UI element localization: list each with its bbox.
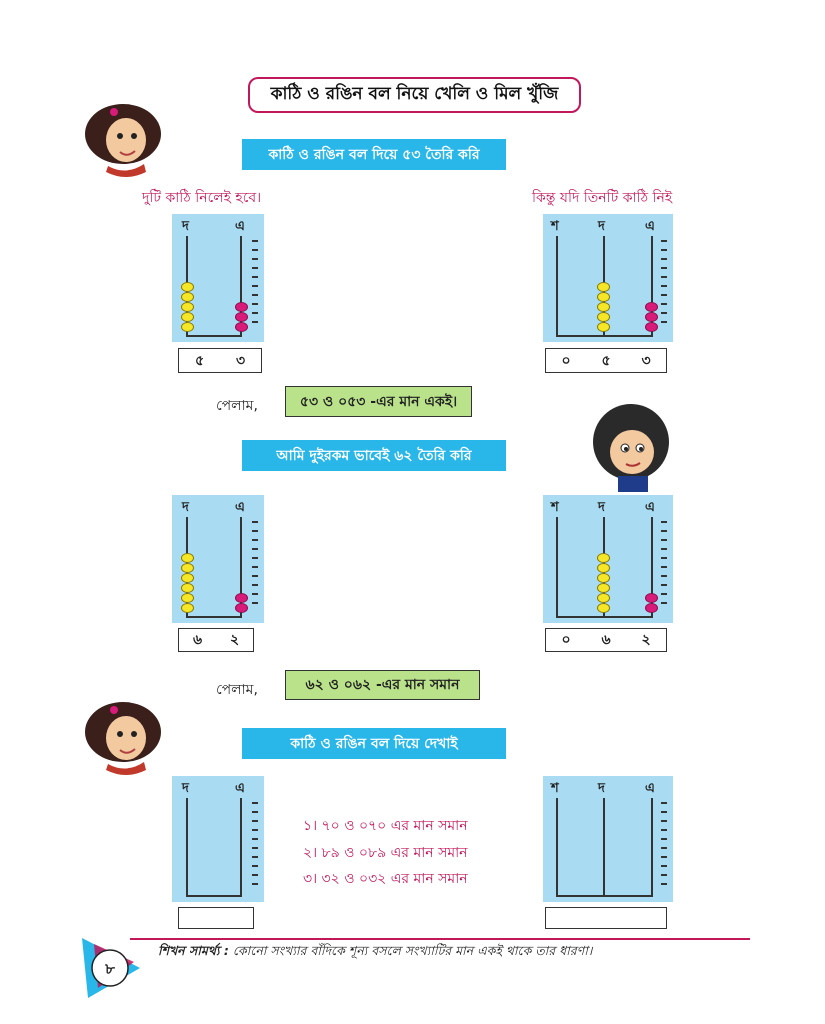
section3-banner: কাঠি ও রঙিন বল দিয়ে দেখাই — [242, 728, 506, 759]
page-number: ৮ — [105, 960, 115, 978]
head-tens: দ — [182, 500, 189, 515]
result-62: ৬২ ও ০৬২ -এর মান সমান — [285, 670, 480, 700]
head-ones: এ — [645, 219, 655, 234]
right-caption: কিন্তু যদি তিনটি কাঠি নিই — [532, 190, 673, 206]
digits-062 — [545, 628, 667, 652]
head-tens: দ — [182, 219, 189, 234]
head-ones: এ — [645, 781, 655, 796]
head-tens: দ — [598, 781, 605, 796]
footer-divider — [130, 938, 750, 940]
section2-banner: আমি দুইরকম ভাবেই ৬২ তৈরি করি — [242, 440, 506, 471]
girl-illustration — [80, 698, 166, 778]
abacus-053-three-rods — [543, 214, 673, 342]
digits-62 — [178, 628, 254, 652]
digit: ০ — [561, 632, 571, 648]
digit: ৩ — [641, 352, 651, 369]
abacus-53-two-rods — [172, 214, 264, 342]
abacus-062-three-rods — [543, 495, 673, 623]
learning-outcome-text: কোনো সংখ্যার বাঁদিকে শূন্য বসলে সংখ্যাটির মান একই থাকে তার ধারণা। — [228, 943, 593, 958]
result-label: পেলাম, — [216, 682, 258, 698]
list-item: ৩। ৩২ ও ০৩২ এর মান সমান — [303, 871, 468, 887]
abacus-empty-two-rods — [172, 776, 264, 902]
digit: ৬ — [192, 632, 203, 648]
boy-illustration — [588, 404, 674, 494]
learning-outcome — [158, 943, 592, 963]
head-hundreds: শ — [551, 781, 559, 796]
digit: ৩ — [235, 352, 246, 369]
learning-outcome-label: শিখন সামর্থ্য : — [158, 943, 229, 958]
abacus-62-two-rods — [172, 495, 264, 623]
head-hundreds: শ — [551, 500, 559, 515]
digit: ২ — [641, 632, 651, 648]
head-ones: এ — [235, 781, 245, 796]
digit: ০ — [561, 352, 571, 369]
page-title: কাঠি ও রঙিন বল নিয়ে খেলি ও মিল খুঁজি — [248, 77, 581, 113]
head-ones: এ — [235, 500, 245, 515]
digit: ৫ — [601, 352, 611, 369]
head-tens: দ — [182, 781, 189, 796]
girl-illustration — [80, 100, 166, 180]
head-ones: এ — [235, 219, 245, 234]
digit: ২ — [229, 632, 240, 648]
head-ones: এ — [645, 500, 655, 515]
answer-box[interactable] — [178, 907, 254, 929]
digit: ৫ — [194, 352, 205, 369]
result-53: ৫৩ ও ০৫৩ -এর মান একই। — [285, 386, 472, 417]
abacus-empty-three-rods — [543, 776, 673, 902]
answer-box[interactable] — [545, 907, 667, 929]
digits-53 — [178, 348, 262, 373]
head-hundreds: শ — [551, 219, 559, 234]
list-item: ২। ৮৯ ও ০৮৯ এর মান সমান — [303, 845, 468, 861]
list-item: ১। ৭০ ও ০৭০ এর মান সমান — [303, 818, 468, 834]
result-label: পেলাম, — [216, 398, 258, 414]
section1-banner: কাঠি ও রঙিন বল দিয়ে ৫৩ তৈরি করি — [242, 139, 506, 170]
left-caption: দুটি কাঠি নিলেই হবে। — [142, 190, 262, 206]
head-tens: দ — [598, 500, 605, 515]
digits-053 — [545, 348, 667, 373]
page-number-badge — [80, 934, 142, 1000]
digit: ৬ — [601, 632, 611, 648]
head-tens: দ — [598, 219, 605, 234]
